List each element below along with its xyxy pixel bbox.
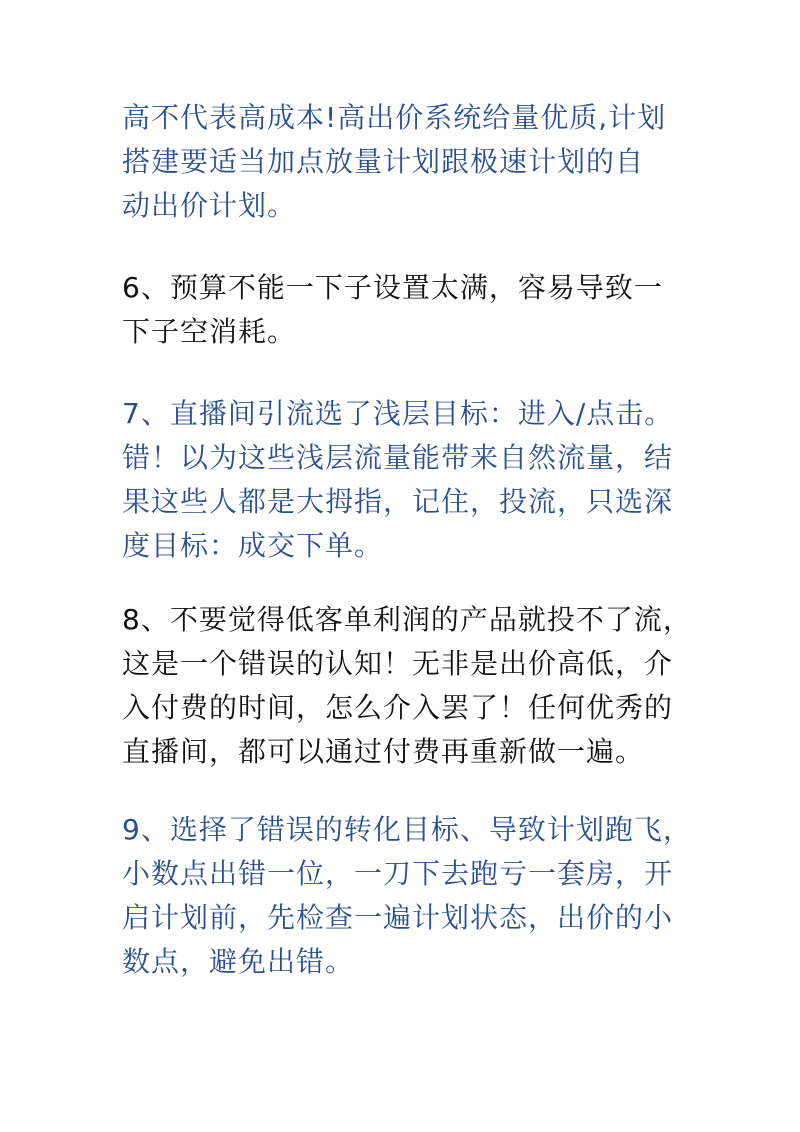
text-line: 7、直播间引流选了浅层目标：进入/点击。: [122, 397, 674, 430]
paragraph-item-8: [122, 598, 692, 774]
text-line: 度目标：成交下单。: [122, 529, 384, 562]
text-line: 入付费的时间，怎么介入罢了！任何优秀的: [122, 691, 674, 724]
text-line: 这是一个错误的认知！无非是出价高低，介: [122, 647, 674, 680]
text-line: 8、不要觉得低客单利润的产品就投不了流，: [122, 603, 692, 636]
paragraph-item-7: [122, 392, 692, 568]
text-line: 数点，避免出错。: [122, 945, 355, 978]
paragraph-item-6: [122, 266, 692, 354]
text-line: 果这些人都是大拇指，记住，投流，只选深: [122, 485, 674, 518]
text-line: 直播间，都可以通过付费再重新做一遍。: [122, 735, 645, 768]
paragraph-bid-explanation: [122, 96, 692, 228]
text-line: 搭建要适当加点放量计划跟极速计划的自: [122, 145, 645, 178]
text-line: 错！以为这些浅层流量能带来自然流量，结: [122, 441, 674, 474]
text-line: 9、选择了错误的转化目标、导致计划跑飞，: [122, 813, 692, 846]
text-line: 小数点出错一位，一刀下去跑亏一套房，开: [122, 857, 674, 890]
text-line: 下子空消耗。: [122, 315, 297, 348]
text-line: 6、预算不能一下子设置太满，容易导致一: [122, 271, 663, 304]
paragraph-item-9: [122, 808, 692, 984]
text-line: 动出价计划。: [122, 189, 297, 222]
text-line: 高不代表高成本!高出价系统给量优质,计划: [122, 101, 667, 134]
text-line: 启计划前，先检查一遍计划状态，出价的小: [122, 901, 674, 934]
